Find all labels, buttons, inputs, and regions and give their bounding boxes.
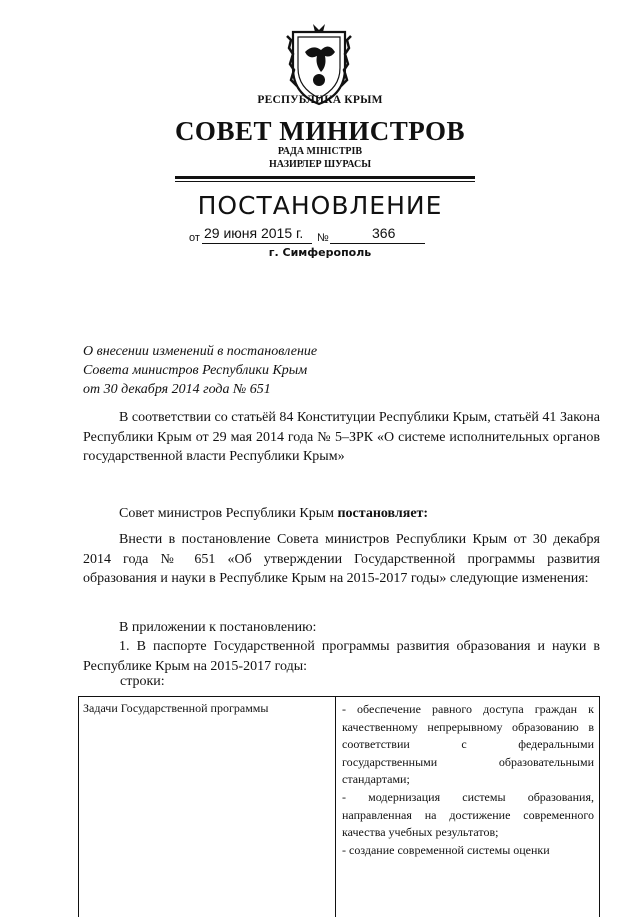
item-1-paragraph: 1. В паспорте Государственной программы развития образования и науки в Республике Крым на 2015-2017 годы:: [83, 639, 600, 674]
task-item: - создание современной системы оценки: [342, 842, 550, 857]
header-divider-thin: [175, 181, 475, 182]
date-from-label: от: [189, 232, 200, 244]
decree-date-number-line: [189, 224, 425, 246]
resolves-paragraph: [83, 504, 600, 524]
republic-name: РЕСПУБЛИКА КРЫМ: [257, 94, 383, 106]
resolves-prefix: Совет министров Республики Крым: [119, 506, 338, 521]
subject-line: от 30 декабря 2014 года № 651: [83, 382, 271, 397]
amendment-paragraph: Внести в постановление Совета министров Республики Крым от 30 декабря 2014 года № 651 «Об утверждении Государственной программы развития образования и науки в Республике Крым на 2015-2017 годы» следующие изменения:: [83, 532, 600, 586]
subject-line: О внесении изменений в постановление: [83, 344, 318, 359]
council-title-ukrainian: РАДА МІНІСТРІВ: [277, 146, 363, 157]
program-passport-table: [78, 696, 600, 917]
decree-date: 29 июня 2015 г.: [204, 225, 304, 241]
table-column-divider: [335, 697, 336, 917]
legal-basis-paragraph: В соответствии со статьёй 84 Конституции Республики Крым, статьёй 41 Закона Республики Крым от 29 мая 2014 года № 5–ЗРК «О системе исполнительных органов государственной власти Республики Крым»: [83, 410, 600, 464]
annex-paragraph: В приложении к постановлению:: [119, 620, 317, 635]
resolves-keyword: постановляет:: [337, 506, 429, 521]
council-title: СОВЕТ МИНИСТРОВ: [174, 116, 466, 146]
number-label: №: [317, 232, 329, 244]
rows-label: строки:: [120, 674, 165, 689]
task-item: - модернизация системы образования, направленная на достижение современного качества учебных результатов;: [342, 789, 594, 840]
number-underline: [330, 243, 425, 244]
table-cell-tasks-label: Задачи Государственной программы: [83, 701, 269, 715]
subject-line: Совета министров Республики Крым: [83, 363, 308, 378]
decree-subject: [83, 342, 317, 399]
document-type-title: ПОСТАНОВЛЕНИЕ: [197, 191, 443, 220]
header-divider-thick: [175, 176, 475, 179]
task-item: - обеспечение равного доступа граждан к качественному непрерывному образованию в соответствии с федеральными государственными образовательными стандартами;: [342, 702, 594, 787]
decree-number: 366: [372, 225, 396, 241]
date-underline: [202, 243, 312, 244]
table-cell-tasks-content: [342, 701, 594, 859]
council-title-crimean-tatar: НАЗИРЛЕР ШУРАСЫ: [268, 159, 372, 170]
city-name: г. Симферополь: [268, 246, 372, 259]
